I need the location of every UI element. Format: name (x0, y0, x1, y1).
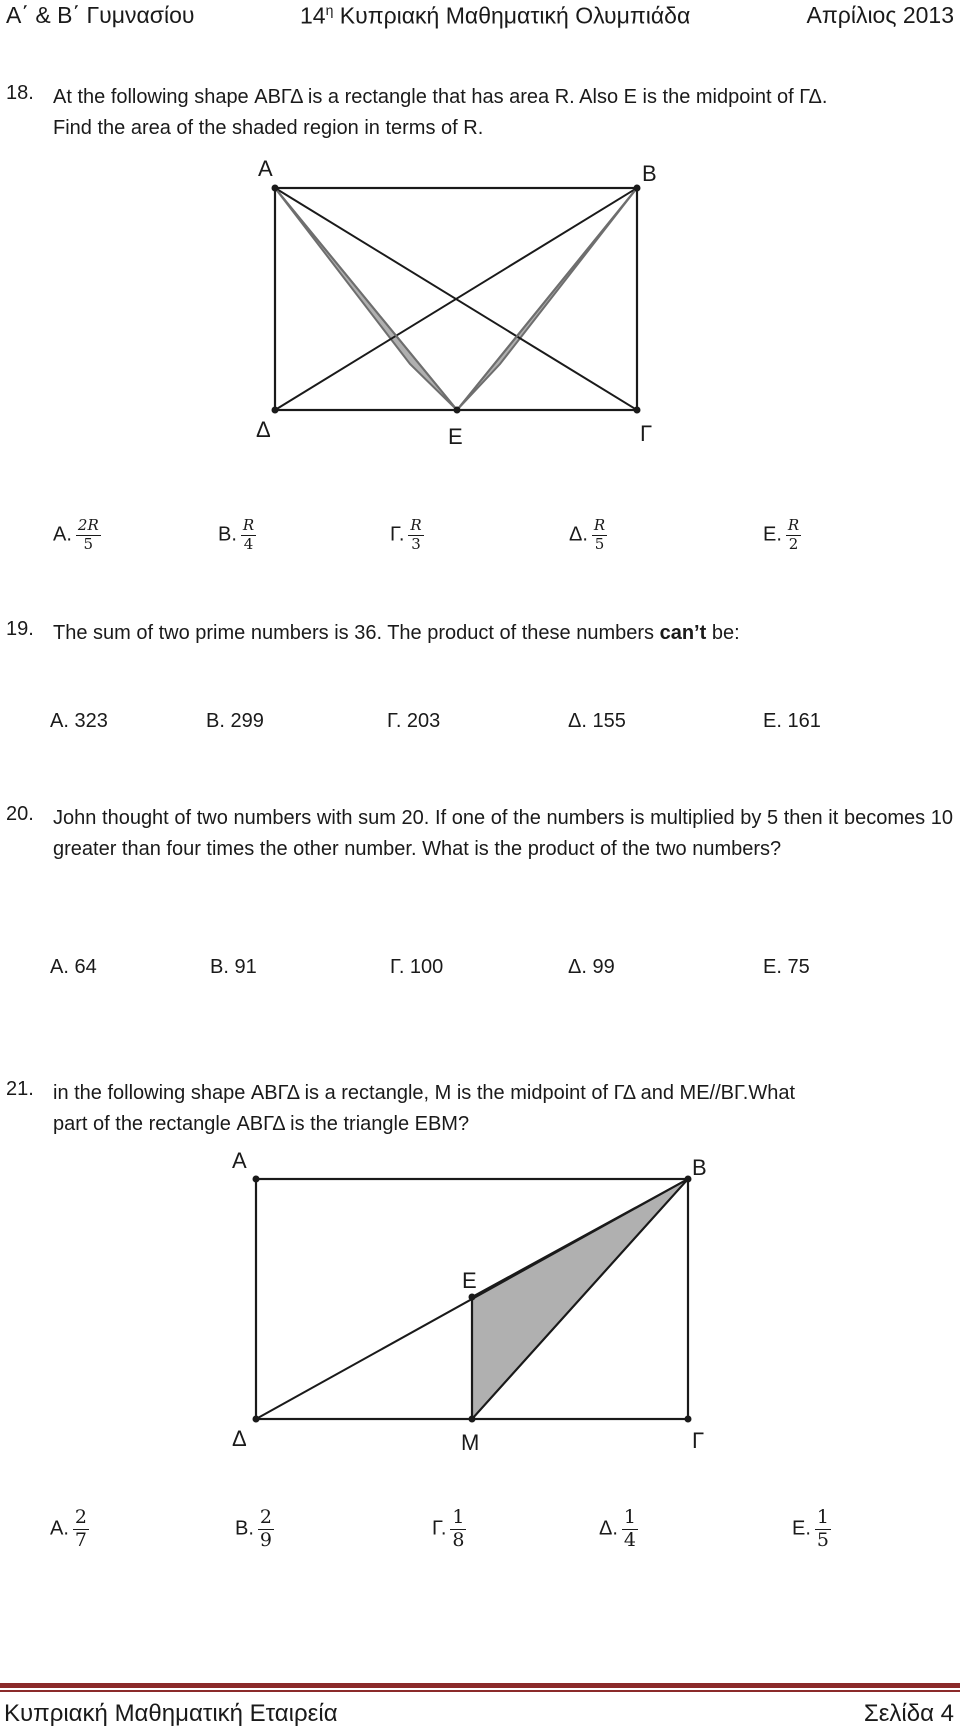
q21-point-d (253, 1416, 260, 1423)
q18-option-g: Γ. $\frac{R}{3}$ (390, 516, 422, 553)
q21-point-g (685, 1416, 692, 1423)
q21-option-d: Δ. $\frac{1}{4}$ (599, 1506, 637, 1551)
q18-label-b: Β (642, 161, 657, 186)
q21-number: 21. (6, 1078, 34, 1100)
q20-option-d: Δ. 99 (568, 956, 615, 978)
q18-segment-ae (275, 188, 457, 410)
q18-option-b: Β. $\frac{R}{4}$ (218, 516, 255, 553)
q21-point-e (469, 1294, 476, 1301)
q18-label-a: Α (258, 156, 273, 181)
q21-label-e: Ε (462, 1268, 477, 1293)
q19-option-a: Α. 323 (50, 710, 108, 732)
q21-label-d: Δ (232, 1426, 247, 1451)
q18-text-line1: At the following shape ΑΒΓΔ is a rectangle that has area R. Also E is the midpoint of ΓΔ. (53, 86, 828, 108)
q18-point-g (634, 407, 641, 414)
header-left: Α΄ & Β΄ Γυμνασίου (6, 2, 195, 28)
q18-point-a (272, 185, 279, 192)
q21-label-m: Μ (461, 1430, 480, 1455)
footer-rule-thin (0, 1690, 960, 1692)
q21-option-b: Β. $\frac{2}{9}$ (235, 1506, 272, 1551)
q21-point-b (685, 1176, 692, 1183)
q21-text-line1: in the following shape ΑΒΓΔ is a rectangle, M is the midpoint of ΓΔ and ME//ΒΓ.What (53, 1082, 796, 1104)
q18-label-e: Ε (448, 424, 463, 449)
q21-label-a: Α (232, 1148, 247, 1173)
header-center: $14^\eta$ Κυπριακή Μαθηματική Ολυμπιάδα (300, 2, 691, 29)
q21-point-m (469, 1416, 476, 1423)
q20-option-e: Ε. 75 (763, 956, 810, 978)
q18-point-d (272, 407, 279, 414)
q19-option-e: Ε. 161 (763, 710, 821, 732)
q18-label-g: Γ (640, 421, 653, 446)
q18-number: 18. (6, 82, 34, 104)
footer-left: Κυπριακή Μαθηματική Εταιρεία (4, 1700, 338, 1727)
q18-option-d: Δ. $\frac{R}{5}$ (569, 516, 606, 553)
q18-point-e (454, 407, 461, 414)
footer-page-number: Σελίδα 4 (863, 1700, 954, 1727)
q21-point-a (253, 1176, 260, 1183)
q20-option-a: Α. 64 (50, 956, 97, 978)
q18-label-d: Δ (256, 417, 271, 442)
q21-text-line2: part of the rectangle ΑΒΓΔ is the triangle EBM? (53, 1113, 470, 1135)
q18-option-a: Α. $\frac{2R}{5}$ (53, 516, 99, 553)
q21-figure (215, 1145, 715, 1455)
q21-label-b: Β (692, 1155, 707, 1180)
q18-segment-be (457, 188, 637, 410)
q18-option-e: Ε. $\frac{R}{2}$ (763, 516, 800, 553)
footer-rule-thick (0, 1683, 960, 1688)
q19-option-g: Γ. 203 (387, 710, 441, 732)
q21-option-g: Γ. $\frac{1}{8}$ (432, 1506, 465, 1551)
q18-text-line2: Find the area of the shaded region in terms of R. (53, 117, 484, 139)
q18-figure (230, 150, 680, 450)
q20-text: John thought of two numbers with sum 20. If one of the numbers is multiplied by 5 then it becomes 10 greater than four times the other number. What is the product of the two numbers? (53, 807, 953, 860)
q20-number: 20. (6, 803, 34, 825)
q19-option-d: Δ. 155 (568, 710, 626, 732)
header-right: Απρίλιος 2013 (806, 2, 954, 28)
q20-option-b: Β. 91 (210, 956, 257, 978)
q21-label-g: Γ (692, 1428, 705, 1453)
q18-point-b (634, 185, 641, 192)
q19-option-b: Β. 299 (206, 710, 264, 732)
q21-option-e: Ε. $\frac{1}{5}$ (792, 1506, 829, 1551)
q21-option-a: Α. $\frac{2}{7}$ (50, 1506, 87, 1551)
q20-option-g: Γ. 100 (390, 956, 444, 978)
q19-text: The sum of two prime numbers is 36. The product of these numbers can’t be: (53, 622, 740, 644)
q19-number: 19. (6, 618, 34, 640)
